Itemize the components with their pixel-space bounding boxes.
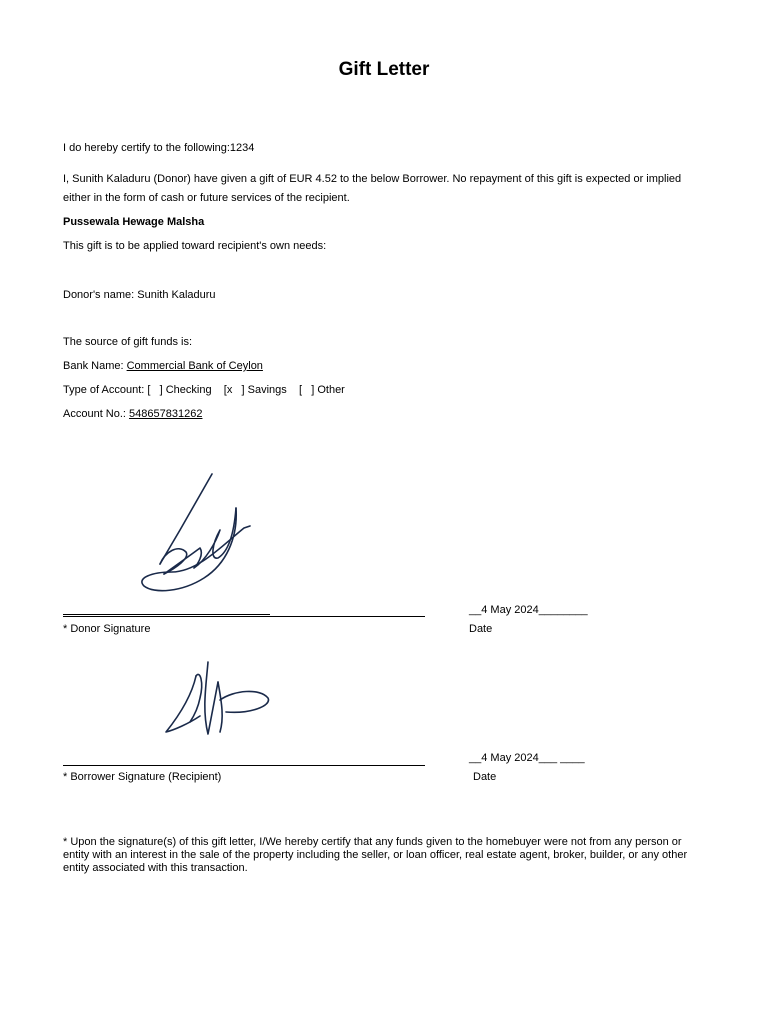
certify-statement: I do hereby certify to the following:1234 (63, 142, 255, 154)
borrower-signature-date: __4 May 2024___ ____ (469, 752, 585, 764)
donor-signature-date: __4 May 2024________ (469, 604, 588, 616)
bank-name-line (63, 357, 263, 376)
borrower-signature-label: * Borrower Signature (Recipient) (63, 771, 222, 783)
borrower-signature-line (63, 765, 425, 766)
donor-name-value: Sunith Kaladuru (137, 289, 216, 301)
donor-signature-label: * Donor Signature (63, 623, 151, 635)
donor-name-line (63, 286, 216, 305)
document-title: Gift Letter (338, 59, 430, 80)
account-number-line (63, 405, 202, 424)
bank-name-value: Commercial Bank of Ceylon (126, 360, 263, 372)
disclaimer-text: * Upon the signature(s) of this gift letter, I/We hereby certify that any funds given to the homebuyer were not from any person or entity with an interest in the sale of the property including the seller, or loan officer, real estate agent, broker, builder, or any other entity associated with this transaction. (63, 836, 688, 874)
donor-date-label: Date (469, 623, 493, 635)
source-label: The source of gift funds is: (63, 336, 193, 348)
account-number-label: Account No.: (63, 408, 126, 420)
borrower-signature-image (160, 652, 275, 742)
account-type-line: Type of Account: [ ] Checking [x ] Savings [ ] Other (63, 384, 345, 396)
donor-signature-line-overlay (63, 614, 270, 615)
borrower-name: Pussewala Hewage Malsha (63, 216, 205, 228)
applied-toward-statement: This gift is to be applied toward recipient's own needs: (63, 240, 327, 252)
gift-statement: I, Sunith Kaladuru (Donor) have given a gift of EUR 4.52 to the below Borrower. No repayment of this gift is expected or implied either in the form of cash or future services of the recipient. (63, 173, 682, 204)
donor-name-label: Donor's name: (63, 289, 135, 301)
donor-signature-image (120, 468, 260, 603)
bank-name-label: Bank Name: (63, 360, 124, 372)
donor-signature-line (63, 616, 425, 617)
borrower-date-label: Date (473, 771, 497, 783)
account-number-value: 548657831262 (129, 408, 203, 420)
